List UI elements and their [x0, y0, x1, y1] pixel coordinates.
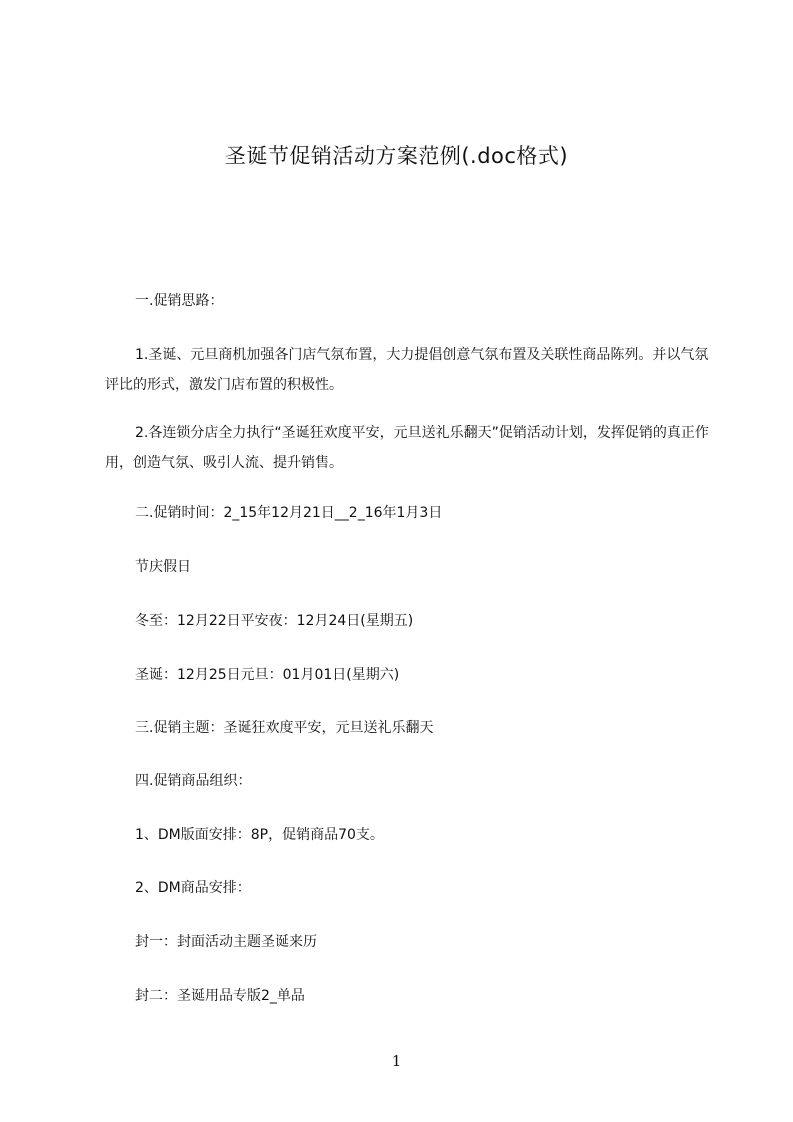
paragraph-dm-products: 2、DM商品安排：: [135, 880, 251, 896]
paragraph-holidays: 节庆假日: [135, 559, 191, 575]
document-title: 圣诞节促销活动方案范例(.doc格式): [224, 144, 569, 168]
paragraph-idea-1: 1.圣诞、元旦商机加强各门店气氛布置，大力提倡创意气氛布置及关联性商品陈列。并以气氛评比的形式，激发门店布置的积极性。: [105, 347, 709, 393]
section-heading-promotion-ideas: 一.促销思路：: [135, 293, 224, 309]
section-heading-promotion-theme: 三.促销主题：圣诞狂欢度平安，元旦送礼乐翻天: [135, 720, 434, 736]
paragraph-cover-one: 封一：封面活动主题圣诞来历: [135, 934, 317, 950]
paragraph-dm-layout: 1、DM版面安排：8P，促销商品70支。: [135, 827, 384, 843]
paragraph-winter-solstice: 冬至：12月22日平安夜：12月24日(星期五): [135, 613, 414, 629]
section-heading-product-organization: 四.促销商品组织：: [135, 773, 252, 789]
page-number: 1: [391, 1052, 402, 1070]
section-heading-promotion-time: 二.促销时间：2_15年12月21日__2_16年1月3日: [135, 505, 443, 521]
paragraph-idea-2: 2.各连锁分店全力执行“圣诞狂欢度平安，元旦送礼乐翻天”促销活动计划，发挥促销的真正作用，创造气氛、吸引人流、提升销售。: [105, 425, 709, 471]
paragraph-cover-two: 封二：圣诞用品专版2_单品: [135, 988, 305, 1004]
paragraph-christmas: 圣诞：12月25日元旦：01月01日(星期六): [135, 667, 400, 683]
